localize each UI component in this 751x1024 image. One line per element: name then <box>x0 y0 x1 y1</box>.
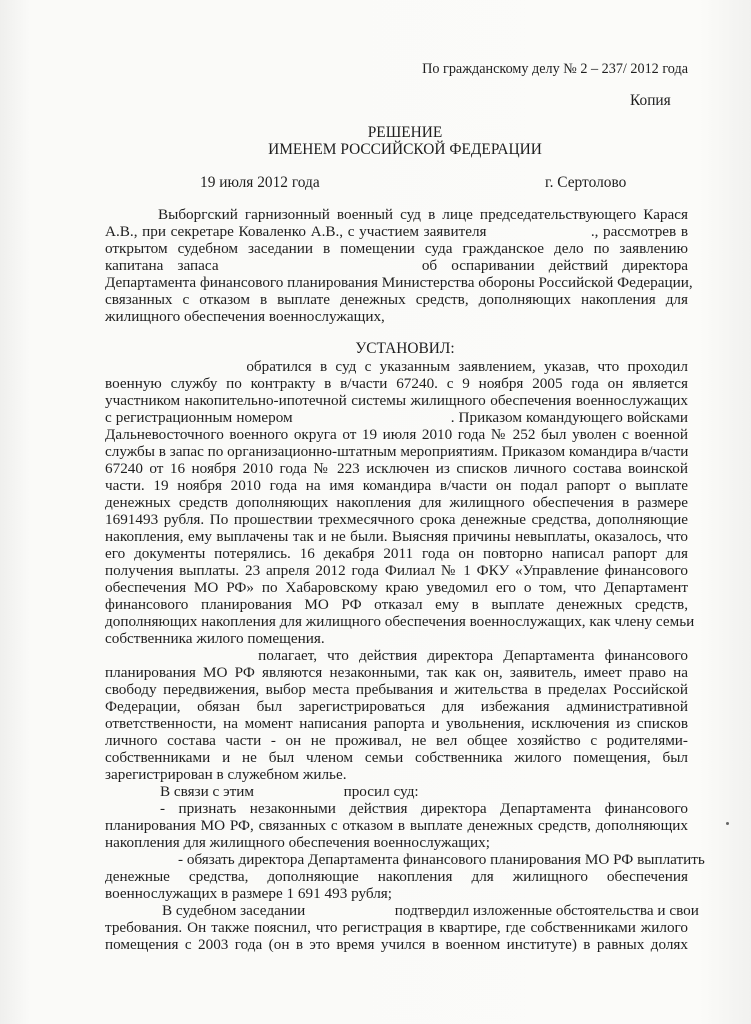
text-line: получения выплаты. 23 апреля 2012 года Филиал № 1 ФКУ «Управление финансового <box>105 562 688 579</box>
text-line: дополняющих накопления для жилищного обеспечения военнослужащих, как члену семьи <box>105 613 695 630</box>
text-segment: . Приказом командующего войсками <box>450 409 689 426</box>
text-line: денежных средств дополняющих накопления для жилищного обеспечения в размере <box>105 494 688 511</box>
redacted-name <box>258 784 340 796</box>
text-line: зарегистрирован в служебном жилье. <box>105 766 347 783</box>
text-line: жилищного обеспечения военнослужащих, <box>105 308 385 325</box>
text-line: личного состава части - он не проживал, не вел общее хозяйство с родителями- <box>105 732 688 749</box>
redacted-name <box>202 648 248 660</box>
text-line: Выборгский гарнизонный военный суд в лице председательствующего Карася <box>158 206 688 223</box>
text-line: планирования МО РФ являются незаконными, так как он, заявитель, имеет право на <box>105 664 688 681</box>
text-line <box>105 647 688 664</box>
redacted-name <box>160 359 238 371</box>
redacted-name <box>297 410 447 422</box>
text-line: Федерации, обязан был зарегистрироваться для избежания административной <box>105 698 688 715</box>
text-line: денежные средства, дополняющие накопления для жилищного обеспечения <box>105 868 688 885</box>
text-line: помещения с 2003 года (он в это время учился в военном институте) в равных долях <box>105 936 688 953</box>
redacted-name <box>491 224 586 236</box>
intro-paragraph <box>105 206 693 325</box>
document-title: РЕШЕНИЕ <box>367 124 443 141</box>
text-line: части. 19 ноября 2010 года на имя командира в/части он подал рапорт о выплате <box>105 477 688 494</box>
text-segment: А.В., при секретаре Коваленко А.В., с участием заявителя <box>105 223 487 240</box>
text-line: связанных с отказом в выплате денежных средств, дополняющих накопления для <box>105 291 688 308</box>
text-line: накопления, ему выплачены так и не были. Выясняя причины невыплаты, оказалось, что <box>105 528 688 545</box>
text-line: участником накопительно-ипотечной системы жилищного обеспечения военнослужащих <box>105 392 688 409</box>
text-segment: В судебном заседании <box>162 902 306 919</box>
text-line <box>105 223 688 240</box>
text-segment: подтвердил изложенные обстоятельства и свои <box>394 902 699 919</box>
copy-label: Копия <box>630 92 671 109</box>
text-line <box>105 358 688 375</box>
redacted-name <box>309 903 391 915</box>
text-line: военнослужащих в размере 1 691 493 рубля; <box>105 885 393 902</box>
text-segment: полагает, что действия директора Департамента финансового <box>258 647 688 664</box>
text-line: военную службу по контракту в в/части 67240. с 9 ноября 2005 года он является <box>105 375 688 392</box>
text-line <box>105 783 688 800</box>
text-line: - обязать директора Департамента финансового планирования МО РФ выплатить <box>178 851 705 868</box>
text-segment: капитана запаса <box>105 257 219 274</box>
text-line: планирования МО РФ, связанных с отказом в выплате денежных средств, дополняющих <box>105 817 688 834</box>
text-line: службы в запас по организационно-штатным мероприятиям. Приказом командира в/части <box>105 443 689 460</box>
text-line: накопления для жилищного обеспечения военнослужащих; <box>105 834 490 851</box>
text-segment: просил суд: <box>343 783 419 800</box>
text-segment: В связи с этим <box>160 783 254 800</box>
text-line: собственниками и не был членом семьи собственника жилого помещения, был <box>105 749 688 766</box>
case-number: По гражданскому делу № 2 – 237/ 2012 года <box>422 61 688 77</box>
text-line <box>105 257 688 274</box>
text-line: обеспечения МО РФ» по Хабаровскому краю уведомил его о том, что Департамент <box>105 579 688 596</box>
redacted-name <box>233 258 408 270</box>
body-text <box>105 358 705 953</box>
text-line: требования. Он также пояснил, что регистрация в квартире, где собственниками жилого <box>105 919 688 936</box>
text-line: открытом судебном заседании в помещении суда гражданское дело по заявлению <box>105 240 688 257</box>
text-segment: ., рассмотрев в <box>590 223 689 240</box>
text-line: собственника жилого помещения. <box>105 630 325 647</box>
text-line <box>105 902 699 919</box>
document-subtitle: ИМЕНЕМ РОССИЙСКОЙ ФЕДЕРАЦИИ <box>268 141 542 158</box>
text-line: ответственности, на момент написания рапорта и увольнения, исключения из списков <box>105 715 688 732</box>
decision-city: г. Сертолово <box>545 174 627 191</box>
text-line <box>105 409 688 426</box>
text-segment: с регистрационным номером <box>105 409 293 426</box>
text-line: свободу передвижения, выбор места пребывания и жительства в пределах Российской <box>105 681 688 698</box>
text-line: его документы потерялись. 16 декабря 2011 года он повторно написал рапорт для <box>105 545 688 562</box>
text-line: - признать незаконными действия директора Департамента финансового <box>160 800 688 817</box>
text-line: Департамента финансового планирования Министерства обороны Российской Федерации, <box>105 274 693 291</box>
decision-date: 19 июля 2012 года <box>200 174 320 191</box>
text-segment: об оспаривании действий директора <box>421 257 689 274</box>
text-segment: обратился в суд с указанным заявлением, указав, что проходил <box>246 358 689 375</box>
text-line: финансового планирования МО РФ отказал ему в выплате денежных средств, <box>105 596 688 613</box>
text-line: 67240 от 16 ноября 2010 года № 223 исключен из списков личного состава воинской <box>105 460 688 477</box>
text-line: 1691493 рубля. По прошествии трехмесячного срока денежные средства, дополняющие <box>105 511 688 528</box>
pen-mark <box>726 822 729 825</box>
section-heading: УСТАНОВИЛ: <box>355 340 455 357</box>
text-line: Дальневосточного военного округа от 19 июля 2010 года № 252 был уволен с военной <box>105 426 688 443</box>
